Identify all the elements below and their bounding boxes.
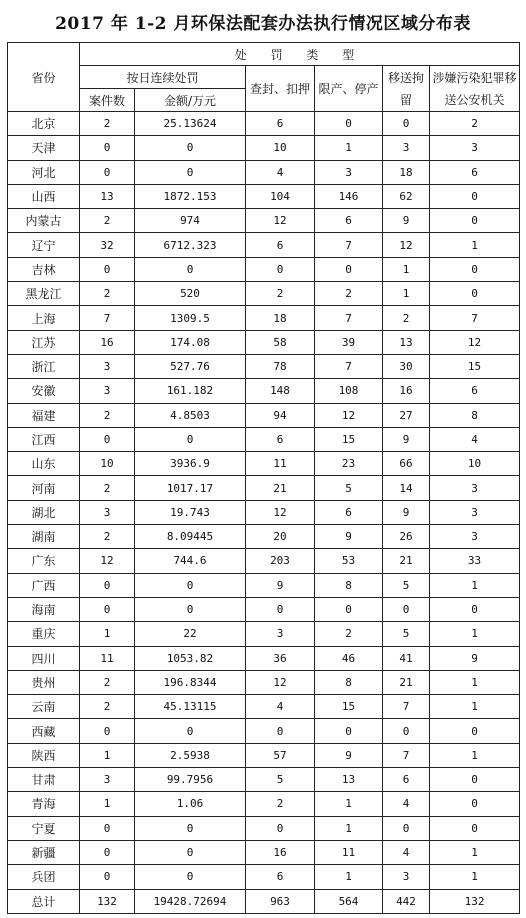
cell-cases: 0 — [80, 840, 135, 864]
cell-limit: 0 — [315, 112, 383, 136]
cell-seize: 0 — [246, 719, 315, 743]
cell-province: 河北 — [8, 160, 80, 184]
cell-police: 1 — [430, 622, 520, 646]
cell-amount: 1872.153 — [135, 184, 246, 208]
cell-police: 0 — [430, 184, 520, 208]
table-body — [8, 112, 520, 914]
cell-cases: 0 — [80, 816, 135, 840]
cell-amount: 0 — [135, 136, 246, 160]
cell-amount: 1.06 — [135, 792, 246, 816]
cell-limit: 0 — [315, 597, 383, 621]
cell-province: 湖北 — [8, 500, 80, 524]
cell-seize: 3 — [246, 622, 315, 646]
cell-police: 1 — [430, 670, 520, 694]
cell-seize: 6 — [246, 865, 315, 889]
cell-police: 8 — [430, 403, 520, 427]
cell-province: 黑龙江 — [8, 282, 80, 306]
cell-cases: 12 — [80, 549, 135, 573]
document-title: 2017 年 1-2 月环保法配套办法执行情况区域分布表 — [55, 14, 471, 34]
cell-cases: 3 — [80, 500, 135, 524]
table-row — [8, 695, 520, 719]
cell-cases: 2 — [80, 403, 135, 427]
cell-police: 3 — [430, 525, 520, 549]
cell-cases: 1 — [80, 622, 135, 646]
cell-seize: 78 — [246, 354, 315, 378]
cell-cases: 11 — [80, 646, 135, 670]
cell-cases: 10 — [80, 452, 135, 476]
cell-amount: 0 — [135, 257, 246, 281]
cell-seize: 0 — [246, 257, 315, 281]
cell-limit: 146 — [315, 184, 383, 208]
cell-detain: 12 — [383, 233, 430, 257]
table-row — [8, 306, 520, 330]
cell-police: 6 — [430, 160, 520, 184]
cell-province: 新疆 — [8, 840, 80, 864]
cell-seize: 6 — [246, 427, 315, 451]
cell-limit: 564 — [315, 889, 383, 913]
cell-detain: 3 — [383, 865, 430, 889]
cell-limit: 0 — [315, 719, 383, 743]
cell-detain: 9 — [383, 500, 430, 524]
cell-detain: 41 — [383, 646, 430, 670]
cell-detain: 7 — [383, 695, 430, 719]
cell-amount: 0 — [135, 597, 246, 621]
cell-limit: 6 — [315, 209, 383, 233]
cell-seize: 36 — [246, 646, 315, 670]
cell-seize: 104 — [246, 184, 315, 208]
cell-police: 2 — [430, 112, 520, 136]
cell-limit: 6 — [315, 500, 383, 524]
cell-seize: 148 — [246, 379, 315, 403]
cell-detain: 5 — [383, 573, 430, 597]
cell-seize: 2 — [246, 282, 315, 306]
cell-province: 山东 — [8, 452, 80, 476]
cell-police: 15 — [430, 354, 520, 378]
table-row — [8, 500, 520, 524]
cell-seize: 963 — [246, 889, 315, 913]
cell-province: 西藏 — [8, 719, 80, 743]
cell-detain: 13 — [383, 330, 430, 354]
cell-cases: 2 — [80, 476, 135, 500]
cell-province: 云南 — [8, 695, 80, 719]
cell-province: 北京 — [8, 112, 80, 136]
table-row — [8, 257, 520, 281]
table-row — [8, 233, 520, 257]
cell-seize: 12 — [246, 500, 315, 524]
cell-police: 0 — [430, 816, 520, 840]
cell-amount: 19428.72694 — [135, 889, 246, 913]
cell-amount: 1053.82 — [135, 646, 246, 670]
cell-detain: 16 — [383, 379, 430, 403]
cell-limit: 7 — [315, 354, 383, 378]
cell-detain: 7 — [383, 743, 430, 767]
cell-limit: 13 — [315, 768, 383, 792]
cell-limit: 8 — [315, 670, 383, 694]
table-row — [8, 622, 520, 646]
cell-limit: 8 — [315, 573, 383, 597]
cell-amount: 174.08 — [135, 330, 246, 354]
cell-amount: 527.76 — [135, 354, 246, 378]
header-amount: 金额/万元 — [135, 89, 246, 112]
cell-province: 安徽 — [8, 379, 80, 403]
cell-limit: 3 — [315, 160, 383, 184]
cell-limit: 39 — [315, 330, 383, 354]
table-row — [8, 354, 520, 378]
cell-police: 0 — [430, 792, 520, 816]
cell-limit: 15 — [315, 427, 383, 451]
cell-province: 山西 — [8, 184, 80, 208]
cell-amount: 99.7956 — [135, 768, 246, 792]
cell-province: 上海 — [8, 306, 80, 330]
cell-province: 浙江 — [8, 354, 80, 378]
cell-province: 重庆 — [8, 622, 80, 646]
cell-seize: 12 — [246, 209, 315, 233]
cell-limit: 108 — [315, 379, 383, 403]
table-row — [8, 597, 520, 621]
cell-detain: 21 — [383, 670, 430, 694]
cell-seize: 6 — [246, 112, 315, 136]
cell-province: 江西 — [8, 427, 80, 451]
cell-limit: 7 — [315, 306, 383, 330]
cell-province: 广西 — [8, 573, 80, 597]
table-row — [8, 282, 520, 306]
cell-limit: 12 — [315, 403, 383, 427]
cell-limit: 1 — [315, 865, 383, 889]
cell-detain: 9 — [383, 427, 430, 451]
cell-limit: 11 — [315, 840, 383, 864]
table-row — [8, 768, 520, 792]
cell-detain: 4 — [383, 840, 430, 864]
cell-province: 陕西 — [8, 743, 80, 767]
table-row — [8, 209, 520, 233]
header-penalty-type: 处 罚 类 型 — [80, 43, 520, 66]
table-row — [8, 549, 520, 573]
cell-seize: 0 — [246, 816, 315, 840]
cell-limit: 1 — [315, 792, 383, 816]
cell-seize: 20 — [246, 525, 315, 549]
cell-seize: 6 — [246, 233, 315, 257]
cell-detain: 27 — [383, 403, 430, 427]
cell-seize: 18 — [246, 306, 315, 330]
cell-seize: 10 — [246, 136, 315, 160]
cell-amount: 744.6 — [135, 549, 246, 573]
cell-cases: 3 — [80, 768, 135, 792]
cell-limit: 2 — [315, 282, 383, 306]
cell-province: 兵团 — [8, 865, 80, 889]
cell-police: 3 — [430, 500, 520, 524]
cell-province: 青海 — [8, 792, 80, 816]
cell-cases: 13 — [80, 184, 135, 208]
cell-province: 天津 — [8, 136, 80, 160]
cell-seize: 4 — [246, 160, 315, 184]
cell-limit: 53 — [315, 549, 383, 573]
cell-amount: 0 — [135, 816, 246, 840]
cell-police: 132 — [430, 889, 520, 913]
cell-limit: 46 — [315, 646, 383, 670]
cell-police: 12 — [430, 330, 520, 354]
cell-detain: 0 — [383, 597, 430, 621]
cell-police: 0 — [430, 209, 520, 233]
cell-detain: 6 — [383, 768, 430, 792]
cell-seize: 12 — [246, 670, 315, 694]
cell-cases: 0 — [80, 573, 135, 597]
cell-police: 1 — [430, 233, 520, 257]
table-row — [8, 379, 520, 403]
cell-amount: 2.5938 — [135, 743, 246, 767]
cell-amount: 196.8344 — [135, 670, 246, 694]
cell-detain: 66 — [383, 452, 430, 476]
cell-cases: 2 — [80, 112, 135, 136]
table-row — [8, 840, 520, 864]
cell-detain: 62 — [383, 184, 430, 208]
table-row — [8, 743, 520, 767]
cell-amount: 0 — [135, 840, 246, 864]
cell-amount: 0 — [135, 160, 246, 184]
cell-police: 10 — [430, 452, 520, 476]
cell-police: 4 — [430, 427, 520, 451]
cell-cases: 3 — [80, 379, 135, 403]
cell-limit: 1 — [315, 136, 383, 160]
cell-seize: 58 — [246, 330, 315, 354]
cell-police: 1 — [430, 695, 520, 719]
cell-province: 内蒙古 — [8, 209, 80, 233]
table-row — [8, 403, 520, 427]
cell-amount: 520 — [135, 282, 246, 306]
cell-cases: 0 — [80, 427, 135, 451]
cell-seize: 203 — [246, 549, 315, 573]
cell-detain: 0 — [383, 719, 430, 743]
cell-amount: 0 — [135, 427, 246, 451]
cell-detain: 26 — [383, 525, 430, 549]
header-seize: 查封、扣押 — [246, 66, 315, 112]
table-row — [8, 719, 520, 743]
cell-police: 7 — [430, 306, 520, 330]
cell-amount: 22 — [135, 622, 246, 646]
cell-seize: 16 — [246, 840, 315, 864]
cell-amount: 0 — [135, 573, 246, 597]
cell-province: 甘肃 — [8, 768, 80, 792]
cell-detain: 18 — [383, 160, 430, 184]
cell-cases: 0 — [80, 257, 135, 281]
cell-limit: 15 — [315, 695, 383, 719]
table-row — [8, 865, 520, 889]
header-detain: 移送拘留 — [383, 66, 430, 112]
cell-cases: 1 — [80, 743, 135, 767]
table-row — [8, 330, 520, 354]
cell-amount: 25.13624 — [135, 112, 246, 136]
header-limit: 限产、停产 — [315, 66, 383, 112]
cell-detain: 21 — [383, 549, 430, 573]
cell-amount: 6712.323 — [135, 233, 246, 257]
table-row — [8, 136, 520, 160]
cell-police: 1 — [430, 743, 520, 767]
cell-province: 贵州 — [8, 670, 80, 694]
table-row — [8, 646, 520, 670]
cell-police: 1 — [430, 840, 520, 864]
table-row — [8, 112, 520, 136]
cell-detain: 3 — [383, 136, 430, 160]
cell-cases: 16 — [80, 330, 135, 354]
table-row — [8, 160, 520, 184]
cell-seize: 2 — [246, 792, 315, 816]
cell-detain: 0 — [383, 816, 430, 840]
table-row — [8, 792, 520, 816]
cell-cases: 3 — [80, 354, 135, 378]
cell-province: 吉林 — [8, 257, 80, 281]
cell-amount: 974 — [135, 209, 246, 233]
cell-amount: 1017.17 — [135, 476, 246, 500]
cell-police: 33 — [430, 549, 520, 573]
cell-detain: 30 — [383, 354, 430, 378]
cell-cases: 7 — [80, 306, 135, 330]
cell-detain: 4 — [383, 792, 430, 816]
cell-seize: 5 — [246, 768, 315, 792]
table-row — [8, 670, 520, 694]
cell-cases: 32 — [80, 233, 135, 257]
cell-detain: 5 — [383, 622, 430, 646]
cell-amount: 161.182 — [135, 379, 246, 403]
cell-amount: 3936.9 — [135, 452, 246, 476]
cell-seize: 11 — [246, 452, 315, 476]
cell-police: 0 — [430, 597, 520, 621]
cell-amount: 45.13115 — [135, 695, 246, 719]
cell-cases: 0 — [80, 597, 135, 621]
cell-police: 3 — [430, 476, 520, 500]
cell-province: 宁夏 — [8, 816, 80, 840]
cell-province: 河南 — [8, 476, 80, 500]
table-row — [8, 525, 520, 549]
cell-police: 0 — [430, 257, 520, 281]
header-daily-penalty: 按日连续处罚 — [80, 66, 246, 89]
table-row — [8, 476, 520, 500]
cell-police: 1 — [430, 573, 520, 597]
cell-limit: 5 — [315, 476, 383, 500]
header-cases: 案件数 — [80, 89, 135, 112]
cell-amount: 8.09445 — [135, 525, 246, 549]
cell-police: 0 — [430, 768, 520, 792]
cell-detain: 442 — [383, 889, 430, 913]
table-row — [8, 184, 520, 208]
cell-seize: 94 — [246, 403, 315, 427]
cell-province: 海南 — [8, 597, 80, 621]
cell-province: 福建 — [8, 403, 80, 427]
cell-seize: 4 — [246, 695, 315, 719]
cell-detain: 1 — [383, 282, 430, 306]
cell-detain: 9 — [383, 209, 430, 233]
cell-detain: 2 — [383, 306, 430, 330]
cell-seize: 9 — [246, 573, 315, 597]
cell-police: 0 — [430, 282, 520, 306]
cell-cases: 0 — [80, 136, 135, 160]
cell-cases: 0 — [80, 719, 135, 743]
cell-limit: 2 — [315, 622, 383, 646]
table-row — [8, 573, 520, 597]
cell-seize: 0 — [246, 597, 315, 621]
cell-detain: 0 — [383, 112, 430, 136]
cell-province: 总计 — [8, 889, 80, 913]
cell-province: 广东 — [8, 549, 80, 573]
cell-cases: 132 — [80, 889, 135, 913]
cell-cases: 0 — [80, 160, 135, 184]
cell-cases: 2 — [80, 525, 135, 549]
cell-cases: 1 — [80, 792, 135, 816]
cell-seize: 21 — [246, 476, 315, 500]
table-row — [8, 427, 520, 451]
cell-detain: 1 — [383, 257, 430, 281]
cell-amount: 1309.5 — [135, 306, 246, 330]
cell-seize: 57 — [246, 743, 315, 767]
penalty-table — [7, 42, 520, 914]
cell-detain: 14 — [383, 476, 430, 500]
cell-police: 9 — [430, 646, 520, 670]
cell-province: 辽宁 — [8, 233, 80, 257]
cell-police: 1 — [430, 865, 520, 889]
cell-cases: 0 — [80, 865, 135, 889]
table-row — [8, 452, 520, 476]
cell-cases: 2 — [80, 209, 135, 233]
cell-cases: 2 — [80, 670, 135, 694]
cell-police: 0 — [430, 719, 520, 743]
cell-police: 6 — [430, 379, 520, 403]
cell-province: 湖南 — [8, 525, 80, 549]
cell-limit: 23 — [315, 452, 383, 476]
cell-limit: 9 — [315, 525, 383, 549]
cell-amount: 0 — [135, 719, 246, 743]
table-row — [8, 816, 520, 840]
cell-police: 3 — [430, 136, 520, 160]
header-police: 涉嫌污染犯罪移送公安机关 — [430, 66, 520, 112]
cell-province: 四川 — [8, 646, 80, 670]
cell-amount: 4.8503 — [135, 403, 246, 427]
header-province: 省份 — [8, 43, 80, 112]
cell-limit: 7 — [315, 233, 383, 257]
cell-limit: 1 — [315, 816, 383, 840]
cell-cases: 2 — [80, 282, 135, 306]
cell-cases: 2 — [80, 695, 135, 719]
cell-amount: 0 — [135, 865, 246, 889]
cell-limit: 0 — [315, 257, 383, 281]
cell-province: 江苏 — [8, 330, 80, 354]
cell-amount: 19.743 — [135, 500, 246, 524]
total-row — [8, 889, 520, 913]
cell-limit: 9 — [315, 743, 383, 767]
